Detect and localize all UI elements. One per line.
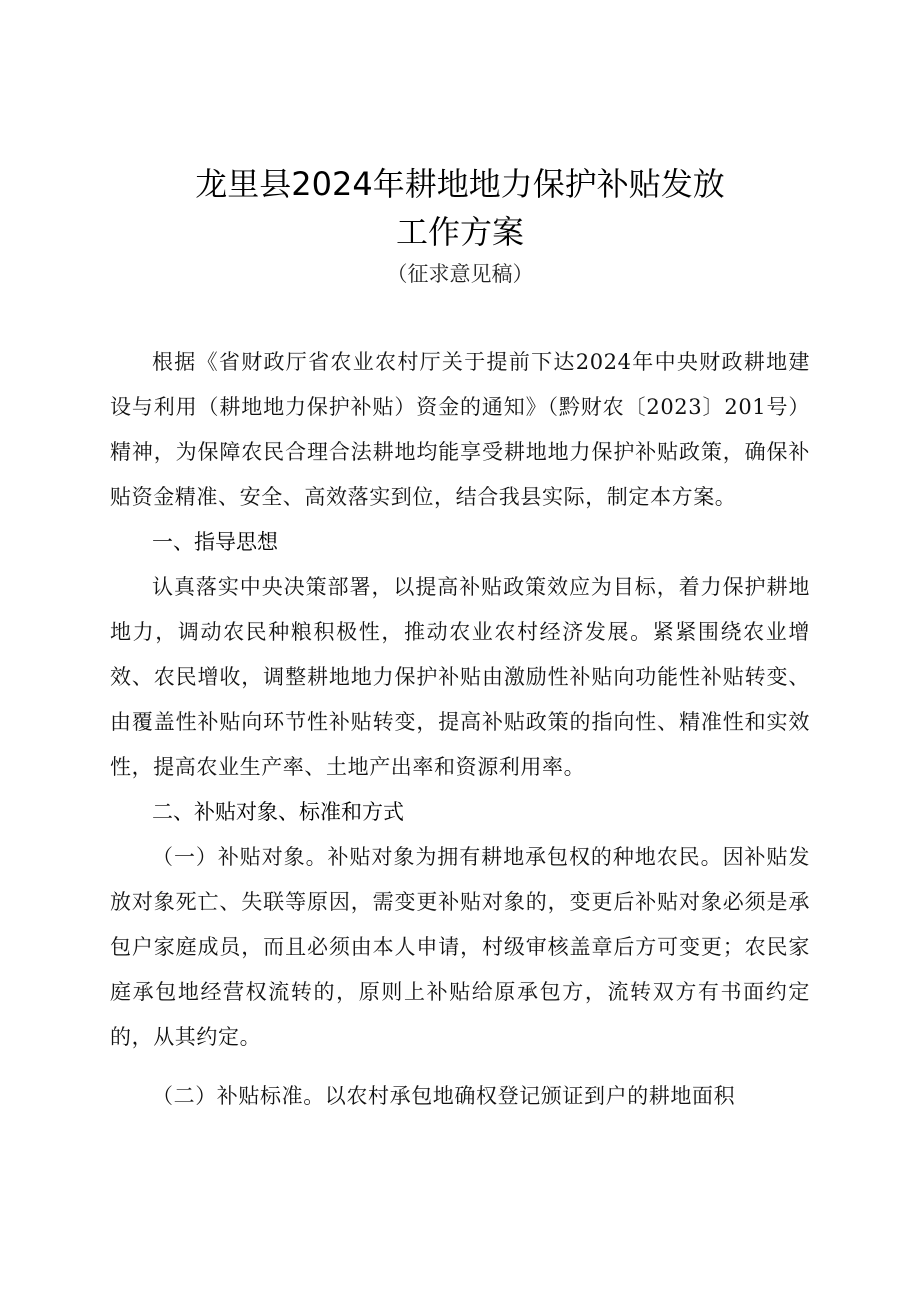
intro-paragraph: 根据《省财政厅省农业农村厅关于提前下达2024年中央财政耕地建设与利用（耕地地力保护补贴）资金的通知》（黔财农〔2023〕201号）精神，为保障农民合理合法耕地均能享受耕地地力保护补贴政策，确保补贴资金精准、安全、高效落实到位，结合我县实际，制定本方案。 xyxy=(110,350,810,509)
guiding-thought-paragraph: 认真落实中央决策部署，以提高补贴政策效应为目标，着力保护耕地地力，调动农民种粮积极性，推动农业农村经济发展。紧紧围绕农业增效、农民增收，调整耕地地力保护补贴由激励性补贴向功能性补贴转变、由覆盖性补贴向环节性补贴转变，提高补贴政策的指向性、精准性和实效性，提高农业生产率、土地产出率和资源利用率。 xyxy=(110,575,810,779)
section-heading-subsidy-object: 二、补贴对象、标准和方式 xyxy=(152,800,404,824)
document-subtitle: （征求意见稿） xyxy=(386,262,534,286)
paragraph-gap xyxy=(110,1060,810,1074)
document-title-line-1: 龙里县2024年耕地地力保护补贴发放 xyxy=(195,165,725,203)
subsidy-object-paragraph: （一）补贴对象。补贴对象为拥有耕地承包权的种地农民。因补贴发放对象死亡、失联等原因，需变更补贴对象的，变更后补贴对象必须是承包户家庭成员，而且必须由本人申请，村级审核盖章后方可变更；农民家庭承包地经营权流转的，原则上补贴给原承包方，流转双方有书面约定的，从其约定。 xyxy=(110,845,810,1049)
section-heading-guiding-thought: 一、指导思想 xyxy=(152,530,278,554)
subsidy-standard-paragraph: （二）补贴标准。以农村承包地确权登记颁证到户的耕地面积 xyxy=(152,1084,736,1108)
document-title-line-2: 工作方案 xyxy=(395,213,524,251)
document-body xyxy=(110,340,810,1119)
